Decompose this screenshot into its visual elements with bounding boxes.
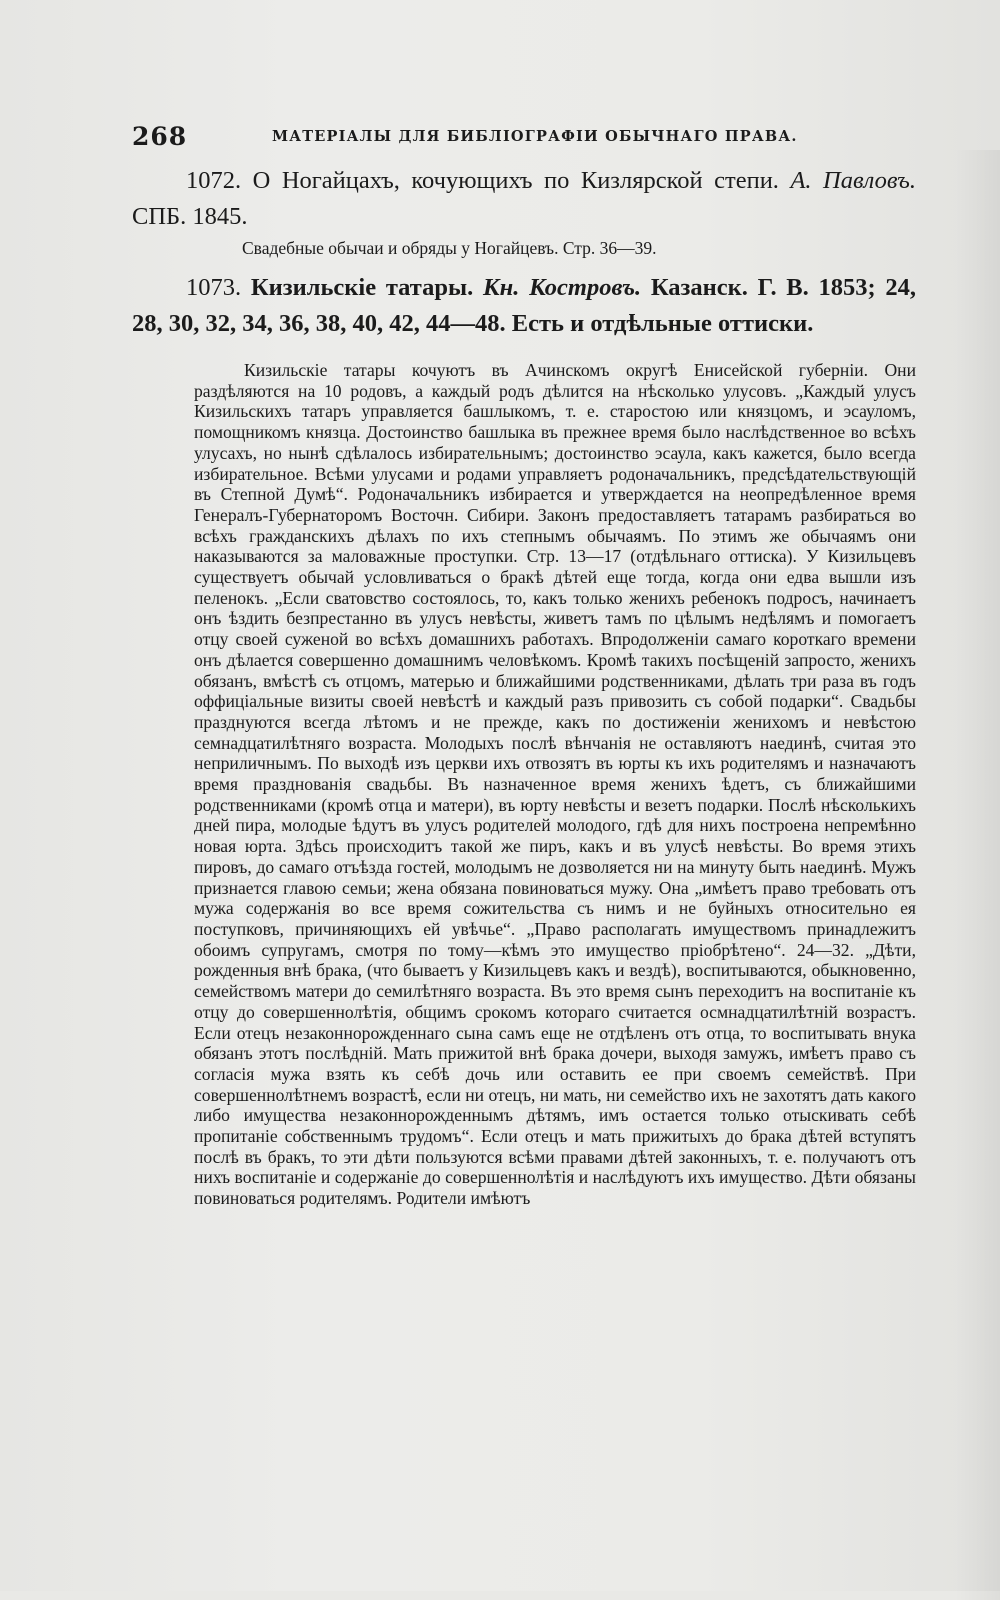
entry-author: А. Павловъ. — [790, 167, 916, 194]
bibliography-entry-1073 — [132, 270, 916, 342]
page-edge-shadow — [955, 150, 1000, 1600]
bibliography-entry-1072 — [132, 163, 916, 235]
entry-imprint: СПБ. 1845. — [132, 203, 248, 230]
running-title: МАТЕРІАЛЫ ДЛЯ БИБЛІОГРАФІИ ОБЫЧНАГО ПРАВА. — [272, 128, 798, 145]
page-number: 268 — [132, 122, 188, 151]
entry-title: О Ногайцахъ, кочующихъ по Кизлярской степи. — [252, 167, 779, 194]
entry-number: 1072. — [186, 167, 242, 194]
entry-author: Кн. Костровъ. — [483, 274, 642, 301]
entry-number: 1073. — [186, 274, 242, 301]
entry-title: Кизильскіе татары. — [250, 274, 474, 301]
body-paragraph: Кизильскіе татары кочуютъ въ Ачинскомъ округѣ Енисейской губерніи. Они раздѣляются на 10 родовъ, а каждый родъ дѣлится на нѣсколько улусовъ. „Каждый улусъ Кизильскихъ татаръ управляется башлыкомъ, т. е. старостою или князцомъ, и эсауломъ, помощникомъ князца. Достоинство башлыка въ прежнее время было наслѣдственное во всѣхъ улусахъ, но нынѣ сдѣлалось избирательнымъ; достоинство эсаула, какъ кажется, было всегда избирательное. Всѣми улусами и родами управляетъ родоначальникъ, предсѣдательствующій въ Степной Думѣ“. Родоначальникъ избирается и утверждается на неопредѣленное время Генералъ-Губернаторомъ Восточн. Сибири. Законъ предоставляетъ татарамъ разбираться во всѣхъ гражданскихъ дѣлахъ по ихъ степнымъ обычаямъ. По этимъ же обычаямъ они наказываются за маловажные проступки. Стр. 13—17 (отдѣльнаго оттиска). У Кизильцевъ существуетъ обычай условливаться о бракѣ дѣтей еще тогда, когда они едва вышли изъ пеленокъ. „Если сватовство состоялось, то, какъ только женихъ ребенокъ подросъ, начинаетъ онъ ѣздить безпрестанно въ улусъ невѣсты, живетъ тамъ по цѣлымъ недѣлямъ и помогаетъ отцу своей суженой во всѣхъ домашнихъ работахъ. Впродолженіи самаго короткаго времени онъ дѣлается совершенно домашнимъ человѣкомъ. Кромѣ такихъ посѣщеній запросто, женихъ обязанъ, вмѣстѣ съ отцомъ, матерью и ближайшими родственниками, дѣлать три раза въ годъ оффиціальные визиты своей невѣстѣ и каждый разъ привозить съ собой подарки“. Свадьбы празднуются всегда лѣтомъ и не прежде, какъ по достиженіи женихомъ и невѣстою семнадцатилѣтняго возраста. Молодыхъ послѣ вѣнчанія не оставляютъ наединѣ, считая это неприличнымъ. По выходѣ изъ церкви ихъ отвозятъ въ юрты къ ихъ родителямъ и назначаютъ время празднованія свадьбы. Въ назначенное время женихъ ѣдетъ, съ ближайшими родственниками (кромѣ отца и матери), въ юрту невѣсты и везетъ подарки. Послѣ нѣсколькихъ дней пира, молодые ѣдутъ въ улусъ родителей молодого, гдѣ для нихъ построена непремѣнно новая юрта. Здѣсь происходитъ такой же пиръ, какъ и въ улусѣ невѣсты. Во время этихъ пировъ, до самаго отъѣзда гостей, молодымъ не дозволяется ни на минуту быть наединѣ. Мужъ признается главою семьи; жена обязана повиноваться мужу. Она „имѣетъ право требовать отъ мужа содержанія во все время сожительства съ нимъ и не буйныхъ относительно ея поступковъ, причиняющихъ ей увѣчье“. „Право располагать имуществомъ принадлежитъ обоимъ супругамъ, смотря по тому—кѣмъ это имущество пріобрѣтено“. 24—32. „Дѣти, рожденныя внѣ брака, (что бываетъ у Кизильцевъ какъ и вездѣ), воспитываются, обыкновенно, семействомъ матери до семилѣтняго возраста. Въ это время сынъ переходитъ на воспитаніе къ отцу до совершеннолѣтія, общимъ срокомъ котораго считается осмнадцатилѣтній возрастъ. Если отецъ незаконнорожденнаго сына самъ еще не отдѣленъ отъ отца, то воспитывать внука обязанъ этотъ послѣдній. Мать прижитой внѣ брака дочери, выходя замужъ, имѣетъ право съ согласія мужа взять къ себѣ дочь или оставить ее при своемъ семействѣ. При совершеннолѣтнемъ возрастѣ, если ни отецъ, ни мать, ни семейство ихъ не захотятъ дать какого либо имущества незаконнорожденнымъ дѣтямъ, имъ остается только отыскивать себѣ пропитаніе собственнымъ трудомъ“. Если отецъ и мать прижитыхъ до брака дѣтей вступятъ послѣ въ бракъ, то эти дѣти пользуются всѣми правами дѣтей законныхъ, т. е. получаютъ отъ нихъ воспитаніе и содержаніе до совершеннолѣтія и наслѣдуютъ ихъ имущество. Дѣти обязаны повиноваться родителямъ. Родители имѣютъ — [194, 360, 916, 1209]
entry-body-text — [194, 360, 916, 1209]
page-header — [132, 122, 912, 152]
entry-imprint: Казанск. Г. В. 1853; 24, 28, 30, 32, 34, 36, 38, 40, 42, 44—48. Есть и отдѣльные оттиски. — [132, 274, 917, 337]
entry-note: Свадебные обычаи и обряды у Ногайцевъ. Стр. 36—39. — [242, 238, 657, 258]
